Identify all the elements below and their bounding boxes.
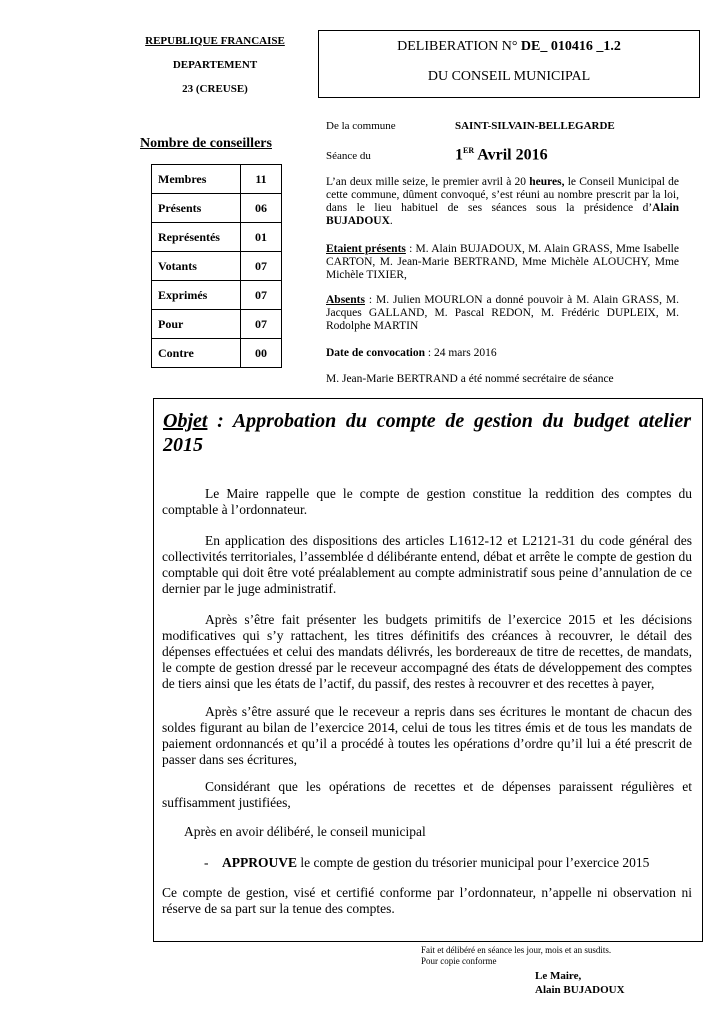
decision-dash: - [204,855,209,870]
seance-day: 1 [455,146,463,164]
presents-paragraph [326,243,679,282]
conseillers-row-label: Pour [152,310,241,339]
conseillers-row-label: Représentés [152,223,241,252]
seance-date [455,146,548,164]
absents-label: Absents [326,294,365,306]
conseillers-row-value: 11 [241,165,282,194]
creuse-label: 23 (CREUSE) [182,83,248,95]
objet-paragraph-7: Ce compte de gestion, visé et certifié conforme par l’ordonnateur, n’appelle ni observation ni réserve de sa part sur la tenue des comptes. [162,885,692,916]
objet-paragraph-5 [162,779,692,811]
objet-paragraph-1 [162,486,692,518]
conseillers-row [152,194,282,223]
conseillers-row-value: 00 [241,339,282,368]
convocation-date: : 24 mars 2016 [425,347,497,359]
republique-label: REPUBLIQUE FRANCAISE [145,35,285,47]
convocation-label: Date de convocation [326,347,426,359]
conseillers-row-label: Votants [152,252,241,281]
intro-b: le Conseil Municipal de cette commune, dûment convoqué, s’est réuni au nombre prescrit par la loi, dans le lieu habituel de ses séances sous la présidence d’ [326,176,679,214]
conseillers-row [152,281,282,310]
conseillers-row [152,339,282,368]
conseillers-row-label: Exprimés [152,281,241,310]
p2-text: En application des dispositions des articles L1612-12 et L2121-31 du code général des collectivités territoriales, l’assemblée d délibérante entend, débat et arrête le compte de gestion du comptable qui doit être voté préalablement au compte administratif sous peine d’annulation de ce dernier par le juge administratif. [162,533,692,596]
secretaire-line: M. Jean-Marie BERTRAND a été nommé secrétaire de séance [326,373,614,385]
intro-end: . [389,215,393,227]
objet-box [153,398,703,942]
objet-label: Objet [163,410,208,432]
conseillers-title: Nombre de conseillers [140,136,272,151]
conseillers-row [152,310,282,339]
conseillers-row-value: 07 [241,252,282,281]
deliberation-box [318,30,700,98]
footer-note [421,945,611,967]
objet-title [163,409,691,457]
p1-text: Le Maire rappelle que le compte de gestion constitue la reddition des comptes du comptable à l’ordonnateur. [162,486,692,517]
footer-line-1: Fait et délibéré en séance les jour, mois et an susdits. [421,945,612,955]
seance-label: Séance du [326,150,371,162]
decision-approuve: APPROUVE [222,855,297,870]
objet-paragraph-6: Après en avoir délibéré, le conseil municipal [184,824,426,839]
presents-label: Etaient présents [326,243,406,255]
signature-block [535,969,625,997]
conseillers-row-label: Contre [152,339,241,368]
convocation-line [326,347,679,360]
decision-text: le compte de gestion du trésorier municipal pour l’exercice 2015 [297,855,650,870]
conseillers-row-value: 07 [241,281,282,310]
signature-title: Le Maire, [535,970,582,982]
footer-line-2: Pour copie conforme [421,956,497,966]
conseillers-row [152,165,282,194]
signature-name: Alain BUJADOUX [535,984,625,996]
absents-paragraph [326,294,679,333]
absents-list: : M. Julien MOURLON a donné pouvoir à M. Alain GRASS, M. Jacques GALLAND, M. Pascal REDON, M. Frédéric DUPLEIX, M. Rodolphe MARTIN [326,294,679,332]
conseillers-table [151,164,282,368]
conseillers-row-value: 07 [241,310,282,339]
conseillers-row-value: 01 [241,223,282,252]
p3-text: Après s’être fait présenter les budgets primitifs de l’exercice 2015 et les décisions modificatives qui s’y rattachent, les titres définitifs des créances à recouvrer, le détail des dépenses effectuées et celui des mandats délivrés, les bordereaux de titre de recettes, de mandats, le compte de gestion dressé par le receveur accompagné des états de développement des comptes de tiers ainsi que les états de l’actif, du passif, des restes à recouvrer et des recettes à payer, [162,612,692,691]
decision-line [204,855,684,871]
objet-paragraph-3 [162,612,692,692]
deliberation-line [319,39,699,55]
commune-value: SAINT-SILVAIN-BELLEGARDE [455,120,615,132]
intro-paragraph [326,176,679,228]
intro-a: L’an deux mille seize, le premier avril à 20 [326,176,530,188]
objet-paragraph-2 [162,533,692,597]
conseillers-row-value: 06 [241,194,282,223]
conseillers-row-label: Membres [152,165,241,194]
seance-rest: Avril 2016 [474,146,548,164]
seance-sup: ER [463,146,475,155]
president-name: Alain BUJADOUX [326,202,679,227]
conseil-label: DU CONSEIL MUNICIPAL [427,69,591,84]
intro-heures: heures, [529,176,565,188]
objet-title-text: : Approbation du compte de gestion du budget atelier 2015 [163,410,691,456]
deliberation-number: DE_ 010416 _1.2 [520,39,621,54]
p4-text: Après s’être assuré que le receveur a repris dans ses écritures le montant de chacun des soldes figurant au bilan de l’exercice 2014, celui de tous les titres émis et de tous les mandats de paiement ordonnancés et qu’il a procédé à toutes les opérations d’ordre qu’il lui a été prescrit de passer dans ses écritures, [162,704,692,767]
conseillers-row [152,252,282,281]
header-left [120,36,310,108]
conseillers-row-label: Présents [152,194,241,223]
deliberation-prefix: DELIBERATION N° [397,39,518,54]
departement-label: DEPARTEMENT [172,59,258,71]
objet-paragraph-4 [162,704,692,768]
conseillers-row [152,223,282,252]
commune-label: De la commune [326,120,396,132]
presents-list: : M. Alain BUJADOUX, M. Alain GRASS, Mme Isabelle CARTON, M. Jean-Marie BERTRAND, Mme Michèle ALOUCHY, Mme Michèle TIXIER, [326,243,679,281]
p5-text: Considérant que les opérations de recettes et de dépenses paraissent régulières et suffisamment justifiées, [162,779,692,810]
